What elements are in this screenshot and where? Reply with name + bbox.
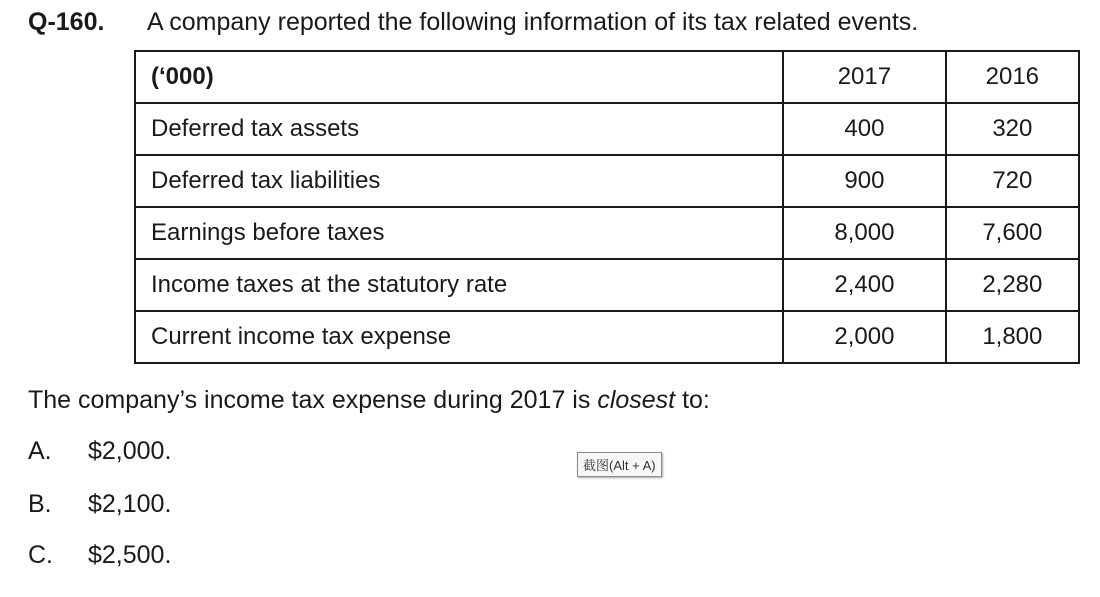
row-value-2017: 2,000	[783, 311, 946, 363]
table-header-2016: 2016	[946, 51, 1079, 103]
row-value-2016: 320	[946, 103, 1079, 155]
table-row	[135, 311, 1079, 363]
table-header-2017: 2017	[783, 51, 946, 103]
row-value-2016: 1,800	[946, 311, 1079, 363]
option-letter: C.	[28, 541, 53, 569]
question-number: Q-160.	[28, 8, 105, 36]
option-text: $2,500.	[88, 541, 172, 569]
row-label: Deferred tax assets	[135, 103, 783, 155]
row-label: Earnings before taxes	[135, 207, 783, 259]
answer-option-b[interactable]	[28, 490, 171, 519]
row-value-2016: 7,600	[946, 207, 1079, 259]
table-header-row	[135, 51, 1079, 103]
option-text: $2,100.	[88, 490, 172, 518]
table-row	[135, 103, 1079, 155]
row-value-2017: 900	[783, 155, 946, 207]
row-value-2016: 720	[946, 155, 1079, 207]
option-letter: B.	[28, 490, 52, 518]
table-row	[135, 259, 1079, 311]
tax-data-table	[134, 50, 1080, 364]
row-label: Current income tax expense	[135, 311, 783, 363]
prompt-text-end: to:	[675, 386, 710, 414]
screenshot-tooltip: 截图(Alt + A)	[577, 452, 662, 477]
row-value-2016: 2,280	[946, 259, 1079, 311]
table-row	[135, 155, 1079, 207]
table-header-units: (‘000)	[135, 51, 783, 103]
question-prompt	[28, 386, 710, 415]
row-value-2017: 2,400	[783, 259, 946, 311]
option-letter: A.	[28, 437, 52, 465]
prompt-emphasis: closest	[597, 386, 676, 414]
answer-option-c[interactable]	[28, 541, 171, 570]
row-label: Deferred tax liabilities	[135, 155, 783, 207]
table-row	[135, 207, 1079, 259]
row-value-2017: 8,000	[783, 207, 946, 259]
prompt-text: The company’s income tax expense during 2017 is	[28, 386, 598, 414]
option-text: $2,000.	[88, 437, 172, 465]
answer-option-a[interactable]	[28, 437, 171, 466]
question-text: A company reported the following information of its tax related events.	[147, 8, 919, 36]
row-value-2017: 400	[783, 103, 946, 155]
row-label: Income taxes at the statutory rate	[135, 259, 783, 311]
